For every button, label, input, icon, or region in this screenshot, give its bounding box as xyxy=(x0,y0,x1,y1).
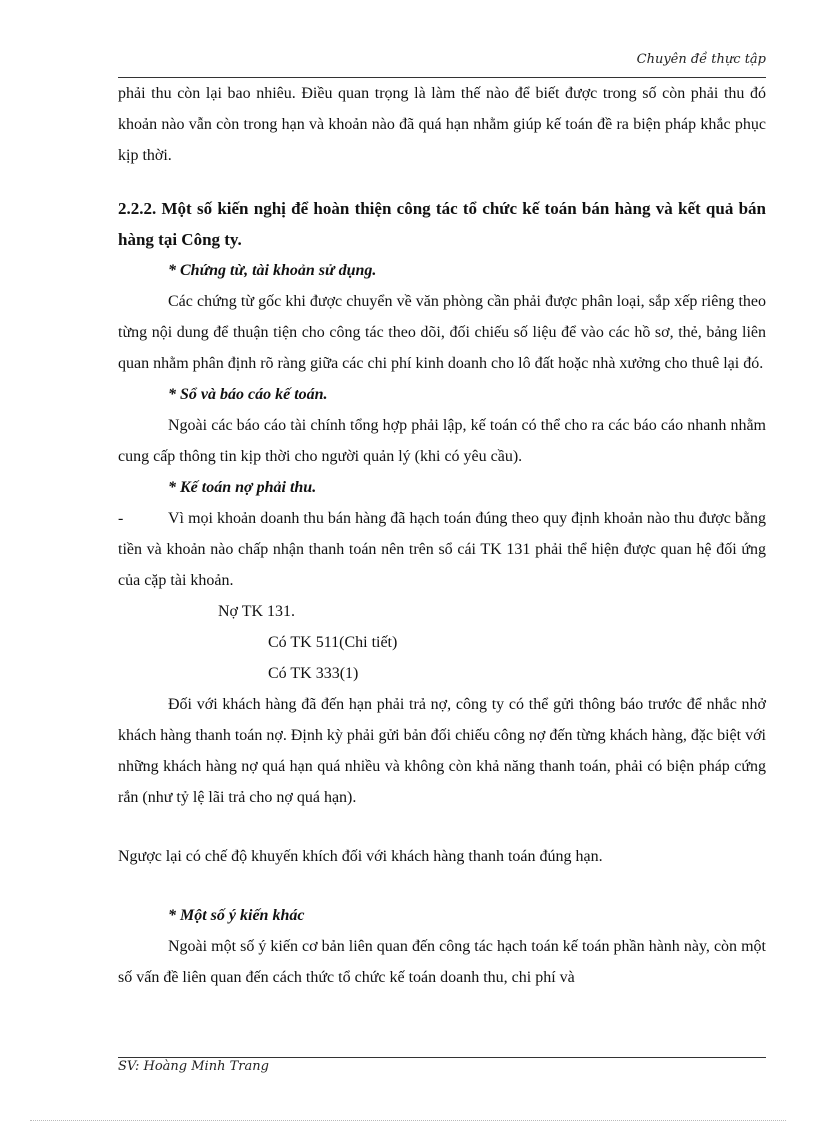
paragraph: Ngoài một số ý kiến cơ bản liên quan đến công tác hạch toán kế toán phần hành này, còn một số vấn đề liên quan đến cách thức tổ chức kế toán doanh thu, chi phí và xyxy=(118,938,766,986)
section-heading: 2.2.2. Một số kiến nghị để hoàn thiện công tác tổ chức kế toán bán hàng và kết quả bán hàng tại Công ty. xyxy=(118,199,766,249)
document-body xyxy=(118,78,766,993)
journal-entry-credit: Có TK 511(Chi tiết) xyxy=(268,634,398,651)
subheading: * Chứng từ, tài khoản sử dụng. xyxy=(168,262,377,279)
subheading: * Một số ý kiến khác xyxy=(168,907,305,924)
page-edge xyxy=(30,1120,786,1121)
spacer xyxy=(118,171,766,193)
dash-paragraph-text: Vì mọi khoản doanh thu bán hàng đã hạch toán đúng theo quy định khoản nào thu được bằng tiền và khoản nào chấp nhận thanh toán nên trên sổ cái TK 131 phải thể hiện được quan hệ đối ứng của cặp tài khoản. xyxy=(118,510,766,589)
spacer xyxy=(118,813,766,841)
page-footer-author: SV: Hoàng Minh Trang xyxy=(118,1059,269,1074)
spacer xyxy=(118,872,766,900)
journal-entry-credit: Có TK 333(1) xyxy=(268,665,359,682)
page-header-title: Chuyên đề thực tập xyxy=(636,52,766,67)
subheading: * Sổ và báo cáo kế toán. xyxy=(168,386,328,403)
paragraph: Đối với khách hàng đã đến hạn phải trả nợ, công ty có thể gửi thông báo trước để nhắc nhở khách hàng thanh toán nợ. Định kỳ phải gửi bản đối chiếu công nợ đến từng khách hàng, đặc biệt với những khách hàng nợ quá hạn quá nhiều và không còn khả năng thanh toán, phải có biện pháp cứng rắn (như tỷ lệ lãi trả cho nợ quá hạn). xyxy=(118,696,766,806)
paragraph: Các chứng từ gốc khi được chuyển về văn phòng cần phải được phân loại, sắp xếp riêng theo từng nội dung để thuận tiện cho công tác theo dõi, đối chiếu số liệu để vào các hồ sơ, thẻ, bảng liên quan nhằm phân định rõ ràng giữa các chi phí kinh doanh cho lô đất hoặc nhà xưởng cho thuê lại đó. xyxy=(118,293,766,372)
subheading: * Kế toán nợ phải thu. xyxy=(168,479,317,496)
footer-divider xyxy=(118,1057,766,1058)
paragraph: Ngoài các báo cáo tài chính tổng hợp phải lập, kế toán có thể cho ra các báo cáo nhanh nhằm cung cấp thông tin kịp thời cho người quản lý (khi có yêu cầu). xyxy=(118,417,766,465)
paragraph: phải thu còn lại bao nhiêu. Điều quan trọng là làm thế nào để biết được trong số còn phải thu đó khoản nào vẫn còn trong hạn và khoản nào đã quá hạn nhằm giúp kế toán đề ra biện pháp khắc phục kịp thời. xyxy=(118,85,766,164)
journal-entry-debit: Nợ TK 131. xyxy=(218,603,296,620)
paragraph: Ngược lại có chế độ khuyến khích đối với khách hàng thanh toán đúng hạn. xyxy=(118,848,603,865)
list-dash: - xyxy=(118,510,124,527)
dash-paragraph xyxy=(118,503,766,596)
